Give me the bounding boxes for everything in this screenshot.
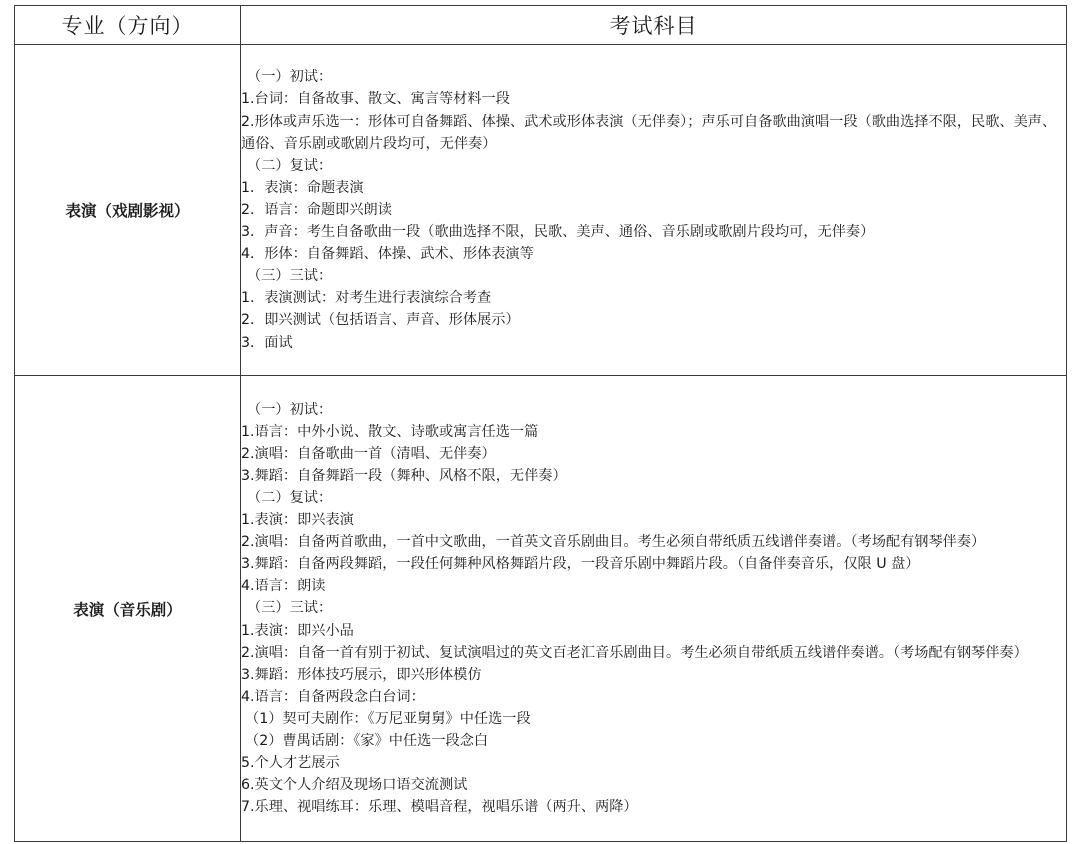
subject-line: （一）初试： <box>247 69 333 86</box>
subject-line: 2.演唱：自备歌曲一首（清唱、无伴奏） <box>241 445 496 462</box>
subject-line: 3.舞蹈：形体技巧展示，即兴形体模仿 <box>241 666 482 683</box>
subject-line: （二）复试： <box>247 157 333 174</box>
subject-list <box>241 399 1066 819</box>
subject-line: 1．表演测试：对考生进行表演综合考查 <box>241 290 492 307</box>
subject-line: 3.舞蹈：自备两段舞蹈，一段任何舞种风格舞蹈片段，一段音乐剧中舞蹈片段。（自备伴奏音乐，仅限 U 盘） <box>241 556 920 573</box>
subject-line: 4.语言：自备两段念白台词： <box>241 688 425 705</box>
subject-line: 1.表演：即兴小品 <box>241 622 354 639</box>
subject-line: 1.表演：即兴表演 <box>241 512 354 529</box>
subject-line: 3．面试 <box>241 334 293 351</box>
subject-line: 2．语言：命题即兴朗读 <box>241 201 392 218</box>
subject-line: 2.形体或声乐选一：形体可自备舞蹈、体操、武术或形体表演（无伴奏）；声乐可自备歌曲演唱一段（歌曲选择不限，民歌、美声、通俗、音乐剧或歌剧片段均可，无伴奏） <box>241 113 1057 152</box>
subject-line: （一）初试： <box>247 401 333 418</box>
table-row <box>15 376 1067 842</box>
subject-line: 4.语言：朗读 <box>241 578 326 595</box>
subject-line: （二）复试： <box>247 489 333 506</box>
major-cell: 表演（音乐剧） <box>15 376 241 842</box>
subject-line: 2.演唱：自备一首有别于初试、复试演唱过的英文百老汇音乐剧曲目。考生必须自带纸质五线谱伴奏谱。（考场配有钢琴伴奏） <box>241 644 1028 661</box>
header-subjects: 考试科目 <box>241 6 1067 45</box>
subject-line: 6.英文个人介绍及现场口语交流测试 <box>241 777 468 794</box>
table-header-row <box>15 6 1067 45</box>
header-major: 专业（方向） <box>15 6 241 45</box>
subject-line: （2）曹禺话剧：《家》中任选一段念白 <box>245 733 489 750</box>
subject-line: （三）三试： <box>247 268 333 285</box>
subject-line: 2．即兴测试（包括语言、声音、形体展示） <box>241 312 520 329</box>
subject-list <box>241 66 1066 353</box>
subject-line: 1．表演：命题表演 <box>241 179 364 196</box>
subject-line: （1）契可夫剧作：《万尼亚舅舅》中任选一段 <box>245 710 531 727</box>
exam-subjects-table <box>14 5 1067 842</box>
subject-line: 2.演唱：自备两首歌曲，一首中文歌曲，一首英文音乐剧曲目。考生必须自带纸质五线谱伴奏谱。（考场配有钢琴伴奏） <box>241 534 986 551</box>
subject-line: 1.台词：自备故事、散文、寓言等材料一段 <box>241 91 510 108</box>
table-row <box>15 45 1067 376</box>
subject-line: 5.个人才艺展示 <box>241 755 340 772</box>
subjects-cell <box>241 45 1067 376</box>
major-cell: 表演（戏剧影视） <box>15 45 241 376</box>
subject-line: （三）三试： <box>247 600 333 617</box>
subject-line: 3．声音：考生自备歌曲一段（歌曲选择不限，民歌、美声、通俗、音乐剧或歌剧片段均可，无伴奏） <box>241 224 875 241</box>
subject-line: 1.语言：中外小说、散文、诗歌或寓言任选一篇 <box>241 423 539 440</box>
subject-line: 7.乐理、视唱练耳：乐理、模唱音程，视唱乐谱（两升、两降） <box>241 799 638 816</box>
subject-line: 4．形体：自备舞蹈、体操、武术、形体表演等 <box>241 246 534 263</box>
subjects-cell <box>241 376 1067 842</box>
subject-line: 3.舞蹈：自备舞蹈一段（舞种、风格不限，无伴奏） <box>241 467 567 484</box>
